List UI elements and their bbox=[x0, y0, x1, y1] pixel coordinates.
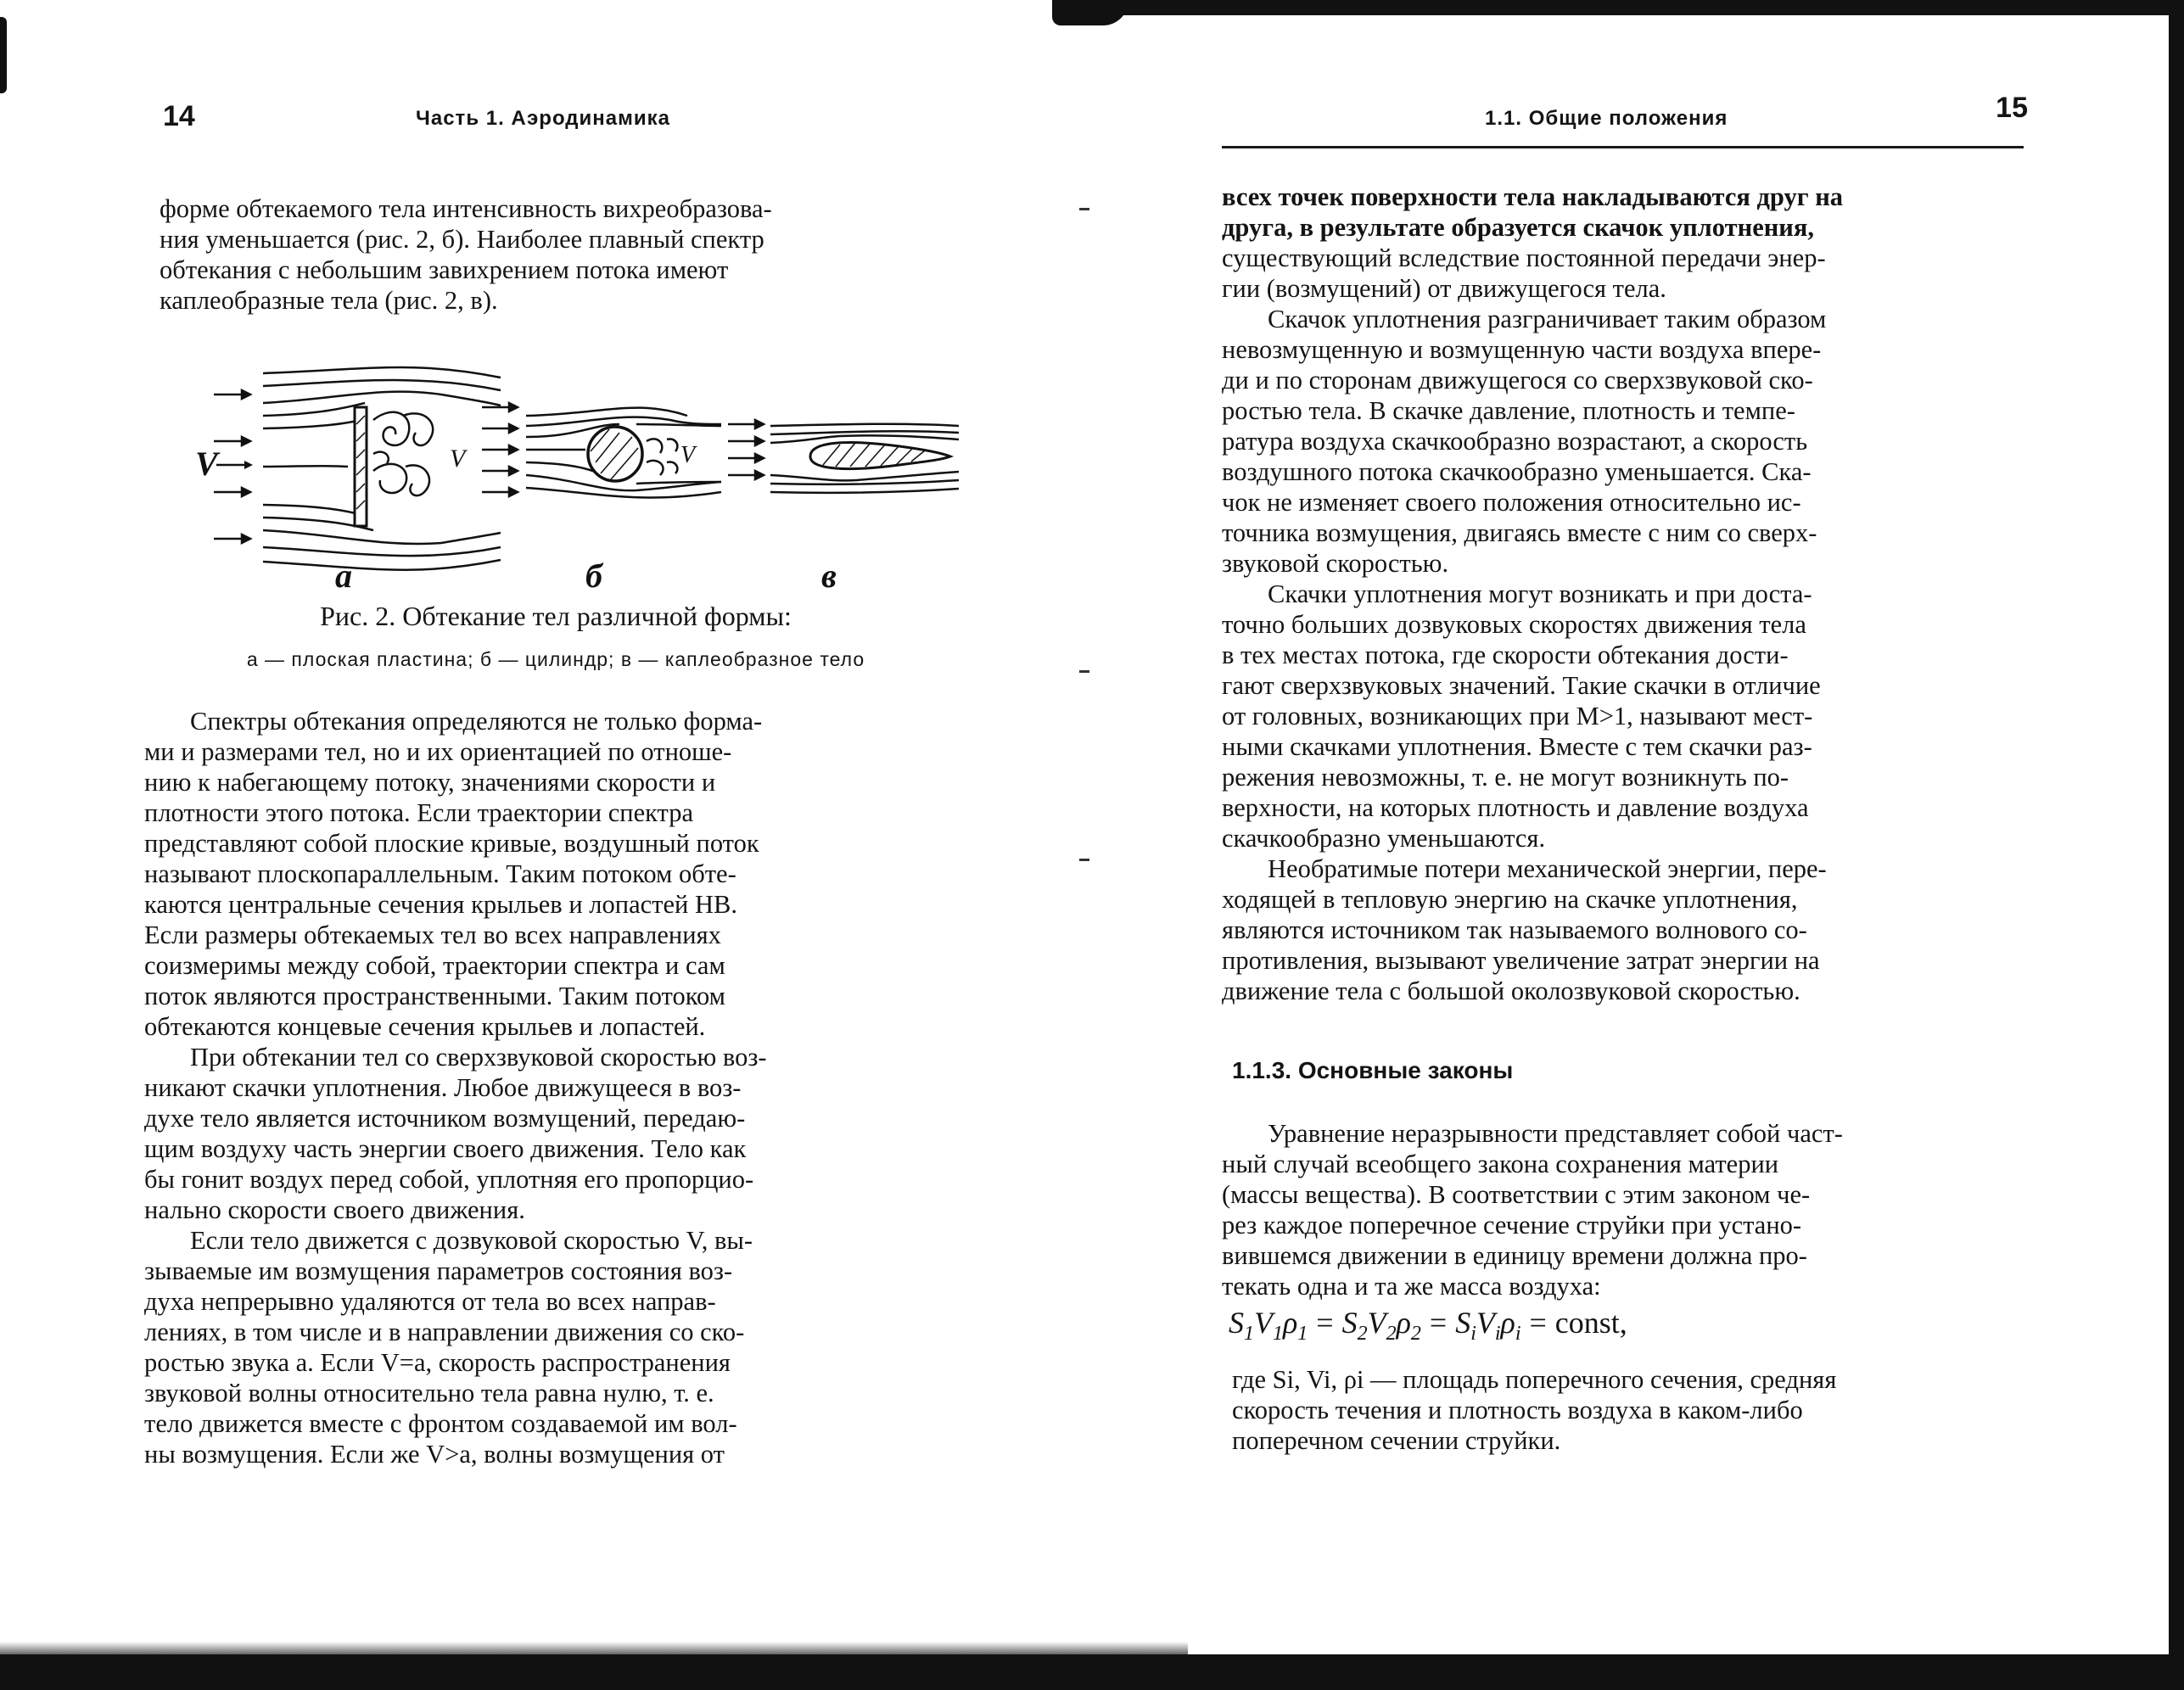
running-head bbox=[144, 100, 967, 134]
text-line: текать одна и та же масса воздуха: bbox=[1222, 1272, 1601, 1301]
text-line: представляют собой плоские кривые, воздушный поток bbox=[144, 829, 759, 858]
text-line: ми и размерами тел, но и их ориентацией по отноше- bbox=[144, 737, 732, 766]
text-line: невозмущенную и возмущенную части воздуха впере- bbox=[1222, 335, 1822, 364]
text-line: нию к набегающему потоку, значениями скорости и bbox=[144, 768, 716, 797]
arrow-icon bbox=[244, 461, 253, 469]
text-line: духа непрерывно удаляются от тела во всех направ- bbox=[144, 1287, 716, 1316]
text-line: верхности, на которых плотность и давление воздуха bbox=[1222, 793, 1809, 822]
text-line: При обтекании тел со сверхзвуковой скоростью воз- bbox=[190, 1043, 767, 1072]
paragraph-wave-drag bbox=[1222, 853, 2036, 1006]
text-line: скорость течения и плотность воздуха в каком-либо bbox=[1232, 1396, 1803, 1424]
continuity-equation: $S_1V_1\rho_1 = S_2V_2\rho_2 = S_iV_i\rho_i$ = const, bbox=[1229, 1306, 1627, 1345]
text-line: Скачок уплотнения разграничивает таким образом bbox=[1268, 305, 1827, 333]
text-line: соизмеримы между собой, траектории спектра и сам bbox=[144, 951, 725, 980]
arrow-icon bbox=[728, 420, 764, 479]
text-line: чок не изменяет своего положения относительно ис- bbox=[1222, 488, 1801, 517]
text-line: ный случай всеобщего закона сохранения материи bbox=[1222, 1150, 1779, 1178]
text-line: ными скачками уплотнения. Вместе с тем скачки раз- bbox=[1222, 732, 1812, 761]
text-line: форме обтекаемого тела интенсивность вихреобразова- bbox=[160, 194, 772, 223]
figure-label-b: б bbox=[585, 557, 602, 594]
text-line: точно больших дозвуковых скоростях движения тела bbox=[1222, 610, 1806, 639]
text-line: противления, вызывают увеличение затрат энергии на bbox=[1222, 946, 1820, 975]
paragraph-local-shocks bbox=[1222, 579, 2036, 853]
paragraph-shock-formation bbox=[1222, 182, 2028, 304]
text-line: поток являются пространственными. Таким потоком bbox=[144, 982, 725, 1010]
paragraph-definitions bbox=[1232, 1364, 2048, 1456]
text-line: гают сверхзвуковых значений. Такие скачки в отличие bbox=[1222, 671, 1821, 700]
section-heading: 1.1.3. Основные законы bbox=[1232, 1057, 1514, 1083]
figure-subcaption: а — плоская пластина; б — цилиндр; в — каплеобразное тело bbox=[246, 648, 865, 670]
running-head bbox=[1222, 92, 2053, 134]
text-line: духе тело является источником возмущений, передаю- bbox=[144, 1104, 746, 1133]
text-line: в тех местах потока, где скорости обтекания дости- bbox=[1222, 641, 1789, 669]
scan-border-left bbox=[0, 17, 7, 93]
text-line: всех точек поверхности тела накладываются друг на bbox=[1222, 182, 1844, 211]
text-line: каплеобразные тела (рис. 2, в). bbox=[160, 286, 498, 315]
text-line: называют плоскопараллельным. Таким потоком обте- bbox=[144, 859, 736, 888]
text-line: зываемые им возмущения параметров состояния воз- bbox=[144, 1256, 733, 1285]
text-line: обтекаются концевые сечения крыльев и лопастей. bbox=[144, 1012, 706, 1041]
text-line: где Si, Vi, ρi — площадь поперечного сечения, средняя bbox=[1232, 1365, 1837, 1394]
text-line: ростью звука а. Если V=а, скорость распространения bbox=[144, 1348, 731, 1377]
text-line: ны возмущения. Если же V>а, волны возмущения от bbox=[144, 1440, 725, 1469]
text-line: ходящей в тепловую энергию на скачке уплотнения, bbox=[1222, 885, 1798, 914]
cylinder-diagram bbox=[450, 403, 721, 497]
gutter-mark bbox=[1079, 670, 1089, 673]
text-line: воздушного потока скачкообразно уменьшается. Ска- bbox=[1222, 457, 1812, 486]
head-rule bbox=[1222, 146, 2024, 148]
gutter-mark bbox=[1079, 859, 1089, 861]
text-line: являются источником так называемого волнового со- bbox=[1222, 915, 1807, 944]
running-head-title: 1.1. Общие положения bbox=[1485, 107, 1728, 130]
text-line: каются центральные сечения крыльев и лопастей НВ. bbox=[144, 890, 737, 919]
figure-flow-spectra bbox=[161, 356, 959, 594]
text-line: звуковой волны относительно тела равна нулю, т. е. bbox=[144, 1379, 714, 1407]
scan-border-right bbox=[2169, 0, 2184, 1690]
intro-paragraph bbox=[160, 193, 966, 316]
text-line: щим воздуху часть энергии своего движения. Тело как bbox=[144, 1134, 747, 1163]
page-number: 14 bbox=[163, 100, 195, 132]
scan-border-top bbox=[1078, 0, 2184, 15]
scan-shadow-bottom bbox=[0, 1642, 1188, 1659]
text-line: Необратимые потери механической энергии, пере- bbox=[1268, 854, 1827, 883]
text-line: рез каждое поперечное сечение струйки при устано- bbox=[1222, 1211, 1802, 1240]
velocity-label: V bbox=[450, 445, 466, 473]
text-line: движение тела с большой околозвуковой скоростью. bbox=[1222, 977, 1800, 1005]
text-line: ди и по сторонам движущегося со сверхзвуковой ско- bbox=[1222, 366, 1813, 395]
text-line: от головных, возникающих при M>1, называют мест- bbox=[1222, 702, 1813, 730]
text-line: ростью тела. В скачке давление, плотность и темпе- bbox=[1222, 396, 1795, 425]
figure-caption: Рис. 2. Обтекание тел различной формы: bbox=[320, 601, 792, 631]
paragraph-shock-boundary bbox=[1222, 304, 2028, 579]
paragraph-subsonic bbox=[144, 1225, 960, 1469]
text-line: скачкообразно уменьшаются. bbox=[1222, 824, 1546, 853]
text-line: Спектры обтекания определяются не только форма- bbox=[190, 707, 763, 736]
page-number: 15 bbox=[1996, 92, 2028, 124]
gutter-mark bbox=[1079, 208, 1089, 210]
text-line: бы гонит воздух перед собой, уплотняя его пропорцио- bbox=[144, 1165, 754, 1194]
text-line: ратура воздуха скачкообразно возрастают, а скорость bbox=[1222, 427, 1808, 456]
running-head-title: Часть 1. Аэродинамика bbox=[416, 107, 670, 130]
text-line: Если размеры обтекаемых тел во всех направлениях bbox=[144, 921, 721, 949]
text-line: обтекания с небольшим завихрением потока имеют bbox=[160, 255, 729, 284]
text-line: поперечном сечении струйки. bbox=[1232, 1426, 1561, 1455]
text-line: никают скачки уплотнения. Любое движущееся в воз- bbox=[144, 1073, 742, 1102]
text-line: плотности этого потока. Если траектории спектра bbox=[144, 798, 694, 827]
text-line: режения невозможны, т. е. не могут возникнуть по- bbox=[1222, 763, 1789, 792]
text-line: Уравнение неразрывности представляет собой част- bbox=[1268, 1119, 1843, 1148]
figure-label-a: а bbox=[335, 557, 352, 594]
formula-const: const, bbox=[1554, 1306, 1627, 1340]
text-line: существующий вследствие постоянной передачи энер- bbox=[1222, 243, 1826, 272]
text-line: тело движется вместе с фронтом создаваемой им вол- bbox=[144, 1409, 737, 1438]
figure-label-v: в bbox=[821, 557, 837, 594]
arrow-icon bbox=[482, 403, 518, 496]
text-line: нально скорости своего движения. bbox=[144, 1195, 525, 1224]
scan-border-notch bbox=[1052, 0, 1128, 25]
text-line: ния уменьшается (рис. 2, б). Наиболее плавный спектр bbox=[160, 225, 764, 254]
teardrop-diagram bbox=[728, 420, 959, 493]
text-line: гии (возмущений) от движущегося тела. bbox=[1222, 274, 1666, 303]
scan-border-bottom bbox=[0, 1654, 2184, 1690]
text-line: лениях, в том числе и в направлении движения со ско- bbox=[144, 1318, 745, 1346]
paragraph-shock bbox=[144, 1042, 960, 1225]
text-line: Если тело движется с дозвуковой скоростью V, вы- bbox=[190, 1226, 753, 1255]
paragraph-continuity bbox=[1222, 1118, 2043, 1301]
velocity-label: V bbox=[195, 445, 218, 483]
velocity-label: V bbox=[680, 442, 696, 468]
text-line: (массы вещества). В соответствии с этим законом че- bbox=[1222, 1180, 1811, 1209]
text-line: друга, в результате образуется скачок уплотнения, bbox=[1222, 213, 1815, 242]
text-line: вившемся движении в единицу времени должна про- bbox=[1222, 1241, 1807, 1270]
text-line: звуковой скоростью. bbox=[1222, 549, 1449, 578]
paragraph-spectra bbox=[144, 706, 960, 1042]
text-line: точника возмущения, двигаясь вместе с ним со сверх- bbox=[1222, 518, 1817, 547]
text-line: Скачки уплотнения могут возникать и при доста- bbox=[1268, 579, 1812, 608]
